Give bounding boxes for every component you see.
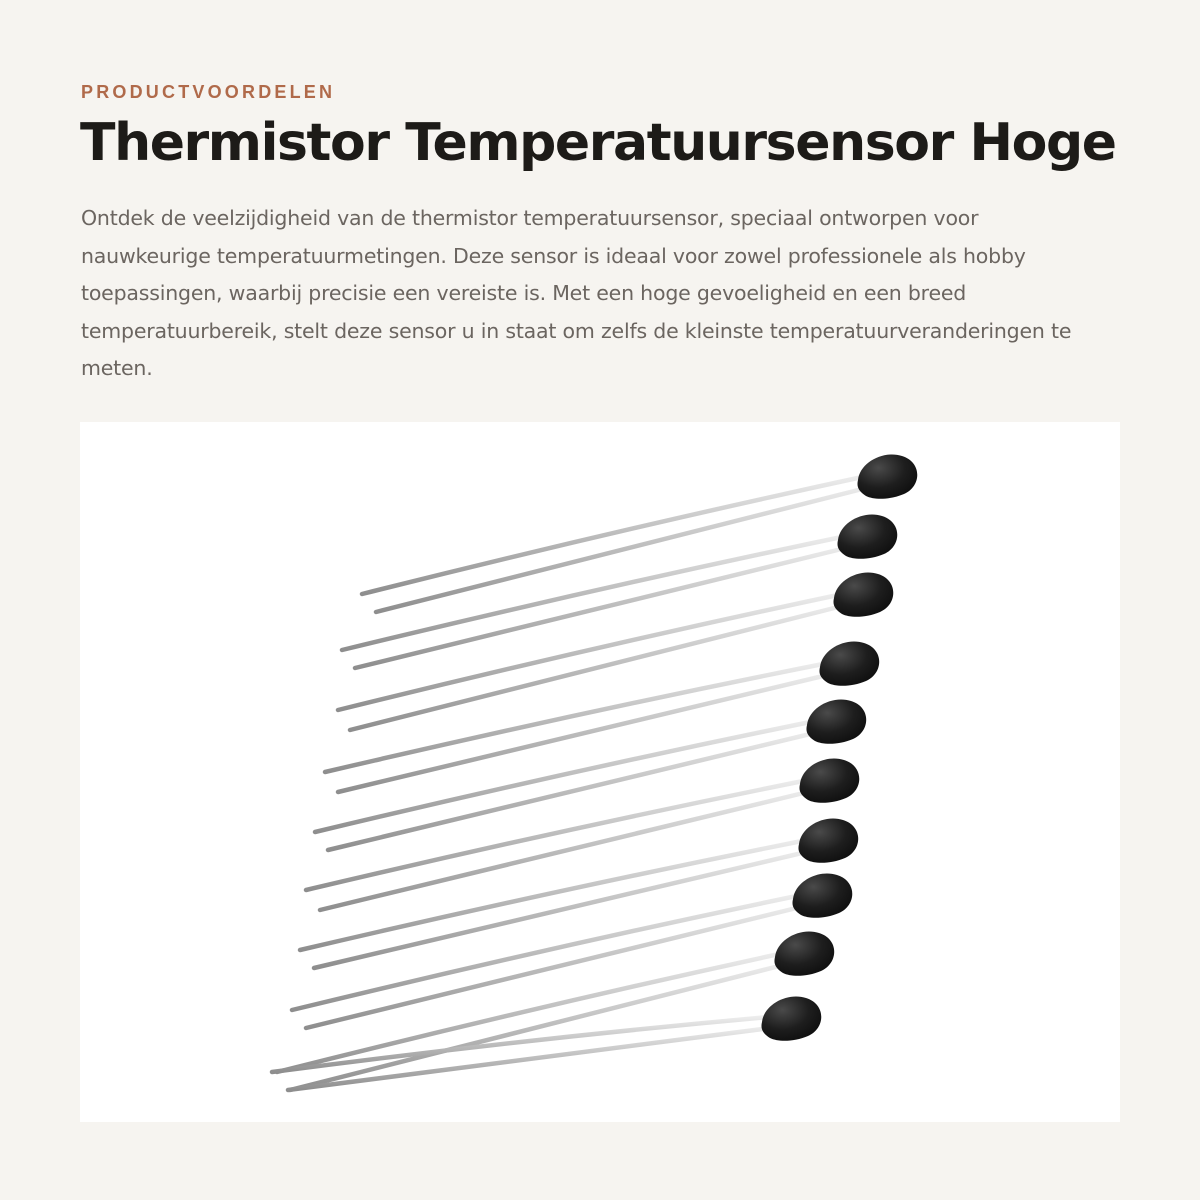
thermistor-bead — [837, 514, 897, 558]
thermistor-bead — [798, 818, 858, 862]
lead-wire — [342, 534, 856, 650]
lead-wire — [306, 903, 817, 1028]
lead-wire — [290, 961, 799, 1090]
thermistor-bead — [761, 996, 821, 1040]
lead-wire — [272, 1016, 780, 1072]
lead-wire — [362, 474, 876, 594]
thermistor-bead — [806, 699, 866, 743]
thermistor-bead — [819, 641, 879, 685]
thermistor-bead — [799, 758, 859, 802]
thermistor-1 — [362, 454, 917, 612]
product-title: Thermistor Temperatuursensor Hoge — [80, 113, 1116, 173]
lead-wire — [320, 788, 824, 910]
thermistor-bead — [857, 454, 917, 498]
thermistor-bead — [792, 873, 852, 917]
thermistor-bead — [774, 931, 834, 975]
thermistor-bead — [833, 572, 893, 616]
product-description: Ontdek de veelzijdigheid van de thermistor temperatuursensor, speciaal ontworpen voor nauwkeurige temperatuurmetingen. Deze sensor is ideaal voor zowel professionele als hobby toepassingen, waarbij precisie een vereiste is. Met een hoge gevoeligheid en een breed temperatuurbereik, stelt deze sensor u in staat om zelfs de kleinste temperatuurveranderingen te meten. — [81, 206, 1072, 380]
section-eyebrow: PRODUCTVOORDELEN — [81, 82, 336, 102]
thermistor-illustration — [80, 422, 1120, 1122]
lead-wire — [277, 951, 793, 1072]
product-photo — [80, 422, 1120, 1122]
lead-wire — [376, 484, 882, 612]
lead-wire — [288, 1026, 786, 1090]
